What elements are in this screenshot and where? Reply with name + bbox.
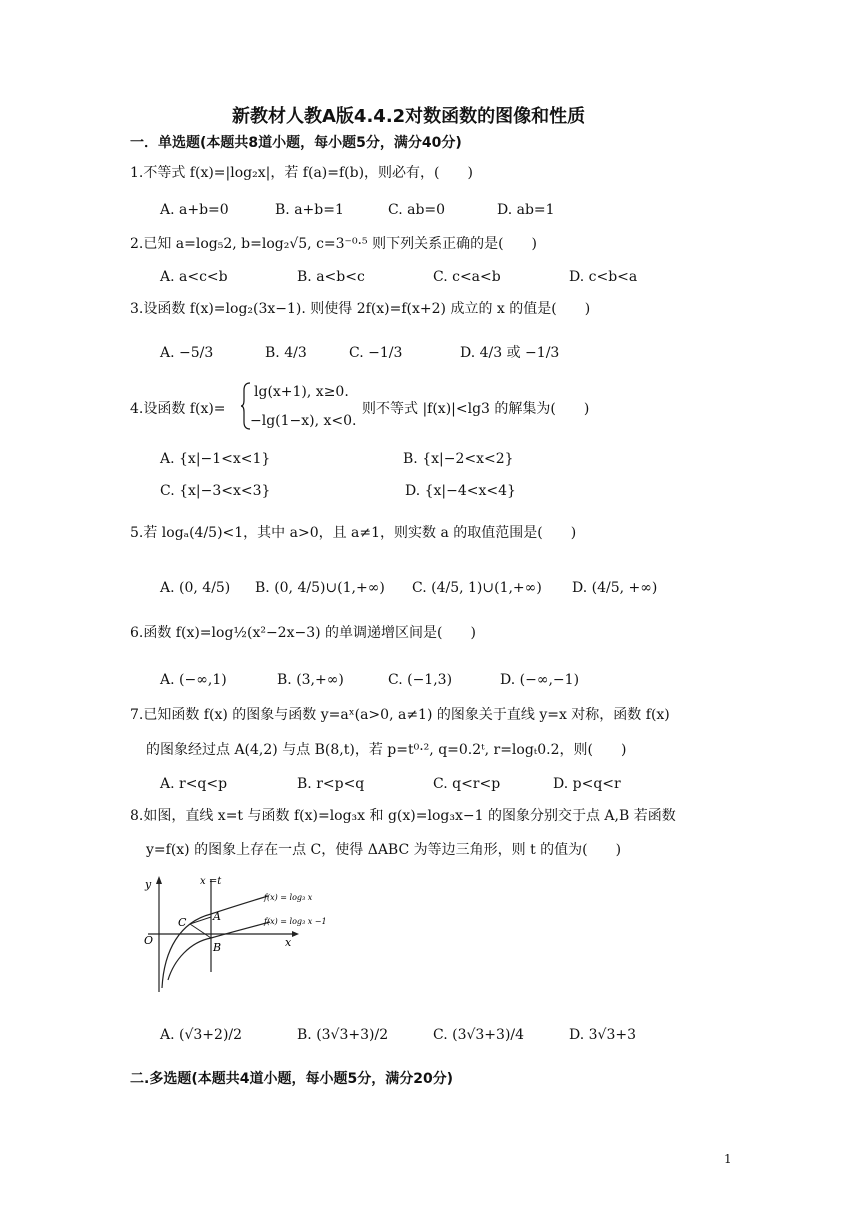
label-b: B	[213, 941, 222, 954]
label-y: y	[145, 878, 152, 891]
question-1-option-c: C. ab=0	[388, 202, 446, 218]
question-4-piece-2: −lg(1−x), x<0.	[250, 413, 357, 429]
question-8-stem-line-2: y=f(x) 的图象上存在一点 C，使得 ΔABC 为等边三角形，则 t 的值为( )	[146, 842, 622, 858]
question-3-option-c: C. −1/3	[349, 345, 403, 361]
question-3-option-b: B. 4/3	[265, 345, 307, 361]
question-6-option-a: A. (−∞,1)	[160, 672, 227, 688]
question-5-option-b: B. (0, 4/5)∪(1,+∞)	[255, 580, 385, 596]
label-x: x	[285, 936, 292, 949]
question-1-stem: 1.不等式 f(x)=|log₂x|，若 f(a)=f(b)，则必有，( )	[130, 165, 473, 181]
label-a: A	[213, 910, 221, 923]
question-4-stem-prefix: 4.设函数 f(x)=	[130, 401, 226, 417]
section-single-choice: 一．单选题(本题共8道小题，每小题5分，满分40分)	[130, 135, 462, 151]
question-7-stem-line-2: 的图象经过点 A(4,2) 与点 B(8,t)，若 p=t⁰·², q=0.2ᵗ, r=logₜ0.2，则( )	[146, 742, 627, 758]
question-2-stem: 2.已知 a=log₅2, b=log₂√5, c=3⁻⁰·⁵ 则下列关系正确的是( )	[130, 236, 537, 252]
question-5-option-c: C. (4/5, 1)∪(1,+∞)	[412, 580, 542, 596]
x-axis-arrow-icon	[292, 931, 299, 937]
question-4-option-c: C. {x|−3<x<3}	[160, 483, 271, 499]
question-5-option-d: D. (4/5, +∞)	[572, 580, 658, 596]
page-title: 新教材人教A版4.4.2对数函数的图像和性质	[232, 106, 586, 127]
segment-cb	[190, 924, 211, 938]
question-2-option-b: B. a<b<c	[297, 269, 365, 285]
question-5-option-a: A. (0, 4/5)	[160, 580, 231, 596]
question-3-option-a: A. −5/3	[160, 345, 214, 361]
question-4-piece-1: lg(x+1), x≥0.	[254, 384, 349, 400]
question-5-stem: 5.若 logₐ(4/5)<1，其中 a>0，且 a≠1，则实数 a 的取值范围是( )	[130, 525, 577, 541]
y-axis-arrow-icon	[156, 876, 162, 884]
page-number: 1	[724, 1152, 732, 1166]
question-4-option-b: B. {x|−2<x<2}	[403, 451, 514, 467]
section-multiple-choice: 二.多选题(本题共4道小题，每小题5分，满分20分)	[130, 1071, 454, 1087]
question-7-option-a: A. r<q<p	[160, 776, 228, 792]
question-3-stem: 3.设函数 f(x)=log₂(3x−1). 则使得 2f(x)=f(x+2) 成立的 x 的值是( )	[130, 301, 591, 317]
question-8-option-a: A. (√3+2)/2	[160, 1027, 243, 1043]
question-8-option-b: B. (3√3+3)/2	[297, 1027, 389, 1043]
question-4-option-a: A. {x|−1<x<1}	[160, 451, 271, 467]
question-7-option-d: D. p<q<r	[553, 776, 621, 792]
log-graph-diagram	[140, 870, 327, 995]
label-origin: O	[144, 934, 154, 947]
question-8-option-c: C. (3√3+3)/4	[433, 1027, 525, 1043]
question-2-option-d: D. c<b<a	[569, 269, 638, 285]
question-8-figure	[140, 870, 327, 995]
question-2-option-c: C. c<a<b	[433, 269, 501, 285]
question-7-option-c: C. q<r<p	[433, 776, 501, 792]
question-3-option-d: D. 4/3 或 −1/3	[460, 345, 560, 361]
question-8-option-d: D. 3√3+3	[569, 1027, 636, 1043]
question-6-option-b: B. (3,+∞)	[277, 672, 344, 688]
question-1-option-b: B. a+b=1	[275, 202, 344, 218]
question-6-option-c: C. (−1,3)	[388, 672, 453, 688]
question-4-stem-suffix: 则不等式 |f(x)|<lg3 的解集为( )	[362, 401, 590, 417]
question-4-option-d: D. {x|−4<x<4}	[405, 483, 516, 499]
question-6-option-d: D. (−∞,−1)	[500, 672, 580, 688]
label-x-equals-t: x =t	[200, 876, 222, 887]
question-8-stem: 8.如图，直线 x=t 与函数 f(x)=log₃x 和 g(x)=log₃x−1 的图象分别交于点 A,B 若函数	[130, 808, 676, 824]
question-1-option-a: A. a+b=0	[160, 202, 229, 218]
question-1-option-d: D. ab=1	[497, 202, 555, 218]
question-7-option-b: B. r<p<q	[297, 776, 365, 792]
label-c: C	[178, 916, 187, 929]
label-g: f(x) = log₃ x −1	[264, 917, 327, 926]
question-2-option-a: A. a<c<b	[160, 269, 228, 285]
label-f: f(x) = log₃ x	[264, 893, 313, 902]
question-6-stem: 6.函数 f(x)=log½(x²−2x−3) 的单调递增区间是( )	[130, 625, 476, 641]
question-7-stem: 7.已知函数 f(x) 的图象与函数 y=aˣ(a>0, a≠1) 的图象关于直线 y=x 对称，函数 f(x)	[130, 707, 670, 723]
